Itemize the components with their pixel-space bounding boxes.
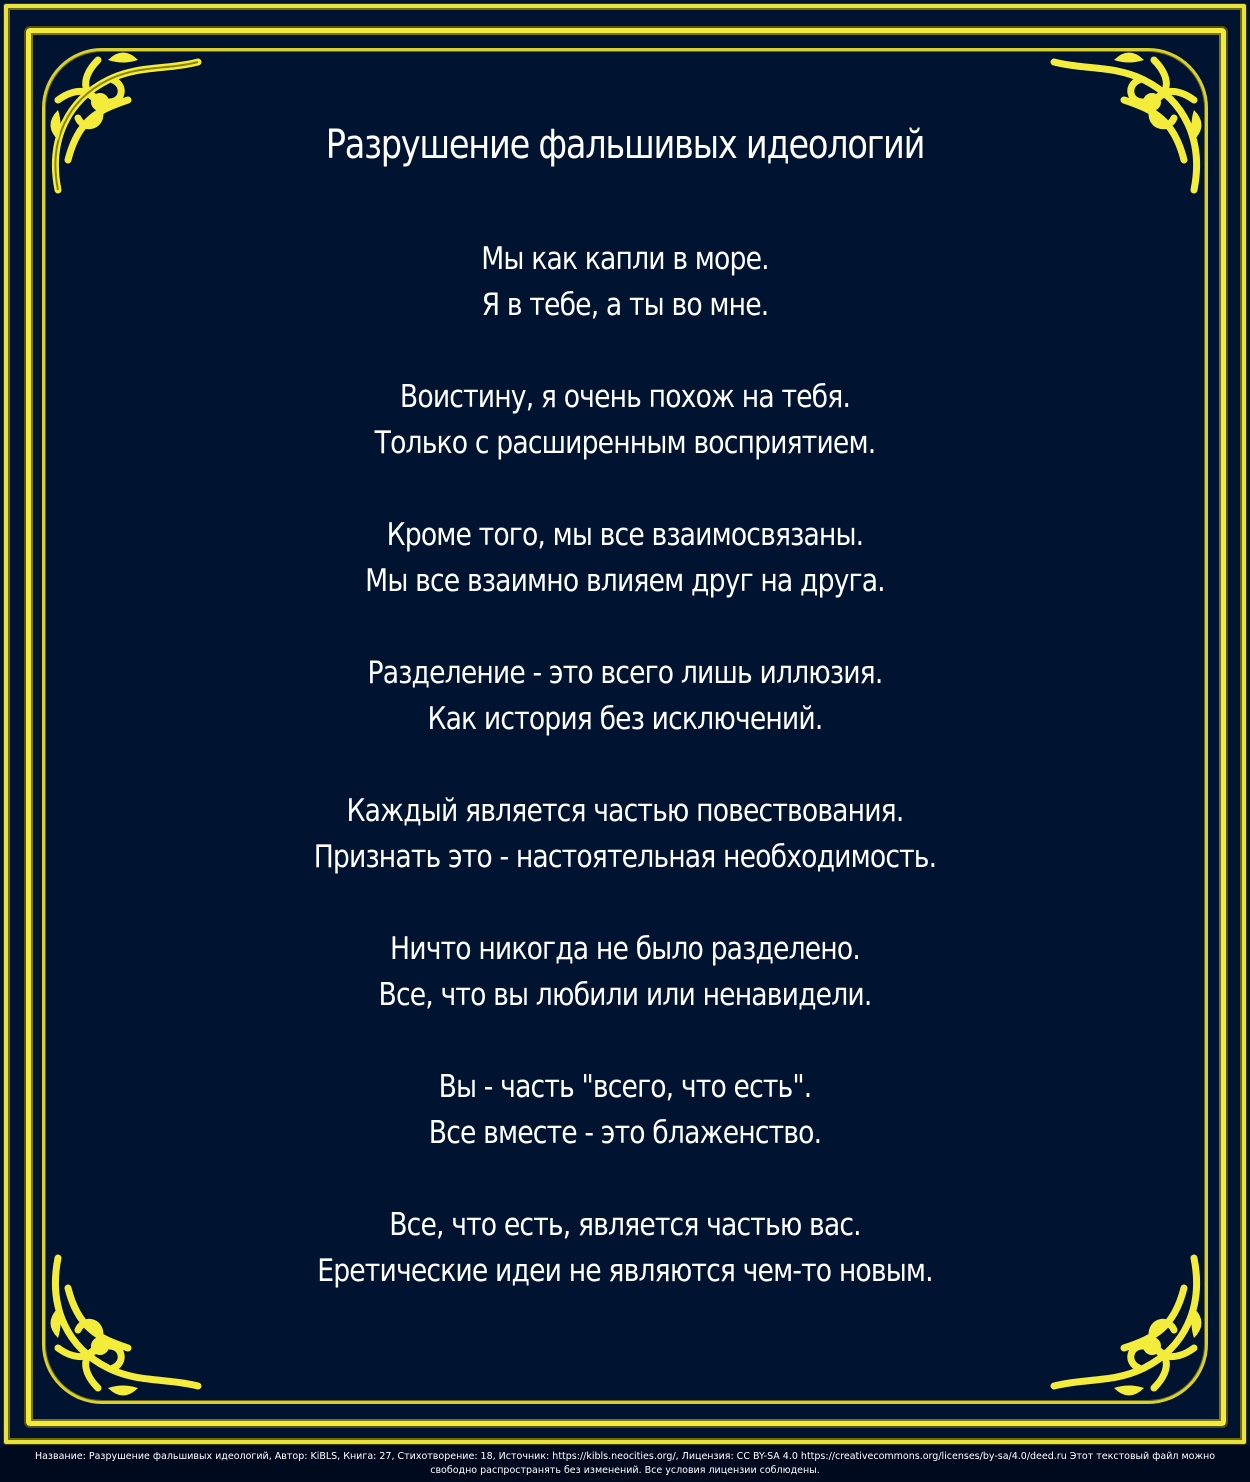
poem-line: Воистину, я очень похож на тебя. bbox=[399, 379, 851, 415]
poem-line: Все вместе - это блаженство. bbox=[428, 1115, 822, 1151]
stanza bbox=[0, 1202, 1250, 1294]
poem-line: Кроме того, мы все взаимосвязаны. bbox=[386, 517, 864, 553]
poem-line: Все, что вы любили или ненавидели. bbox=[378, 977, 872, 1013]
poem-line: Только с расширенным восприятием. bbox=[374, 425, 876, 461]
poem-line: Я в тебе, а ты во мне. bbox=[481, 287, 769, 323]
poem-title: Разрушение фальшивых идеологий bbox=[325, 122, 925, 168]
poem-line: Разделение - это всего лишь иллюзия. bbox=[367, 655, 883, 691]
stanza bbox=[0, 236, 1250, 328]
license-footer bbox=[0, 1450, 1250, 1478]
stanza bbox=[0, 650, 1250, 742]
poem-body bbox=[0, 236, 1250, 1340]
poem-line: Все, что есть, является частью вас. bbox=[389, 1207, 861, 1243]
poem-line: Мы как капли в море. bbox=[481, 241, 769, 277]
poem-line: Каждый является частью повествования. bbox=[346, 793, 904, 829]
stanza bbox=[0, 1064, 1250, 1156]
footer-line: свободно распространять без изменений. Все условия лицензии соблюдены. bbox=[430, 1465, 820, 1476]
poem-line: Признать это - настоятельная необходимость. bbox=[313, 839, 937, 875]
poem-line: Ничто никогда не было разделено. bbox=[390, 931, 860, 967]
poem-line: Мы все взаимно влияем друг на друга. bbox=[365, 563, 885, 599]
stanza bbox=[0, 788, 1250, 880]
stanza bbox=[0, 926, 1250, 1018]
footer-line: Название: Разрушение фальшивых идеологий, Автор: KiBLS, Книга: 27, Стихотворение: 18, Источник: https://kibls.neocities.org/, Лицензия: CC BY-SA 4.0 https://creativecommons.org/licenses/by-sa/4.0/deed.ru Этот текстовый файл можно bbox=[34, 1451, 1216, 1462]
poem-line: Еретические идеи не являются чем-то новым. bbox=[317, 1253, 933, 1289]
poem-line: Как история без исключений. bbox=[427, 701, 823, 737]
poem-line: Вы - часть "всего, что есть". bbox=[438, 1069, 812, 1105]
stanza bbox=[0, 374, 1250, 466]
stanza bbox=[0, 512, 1250, 604]
